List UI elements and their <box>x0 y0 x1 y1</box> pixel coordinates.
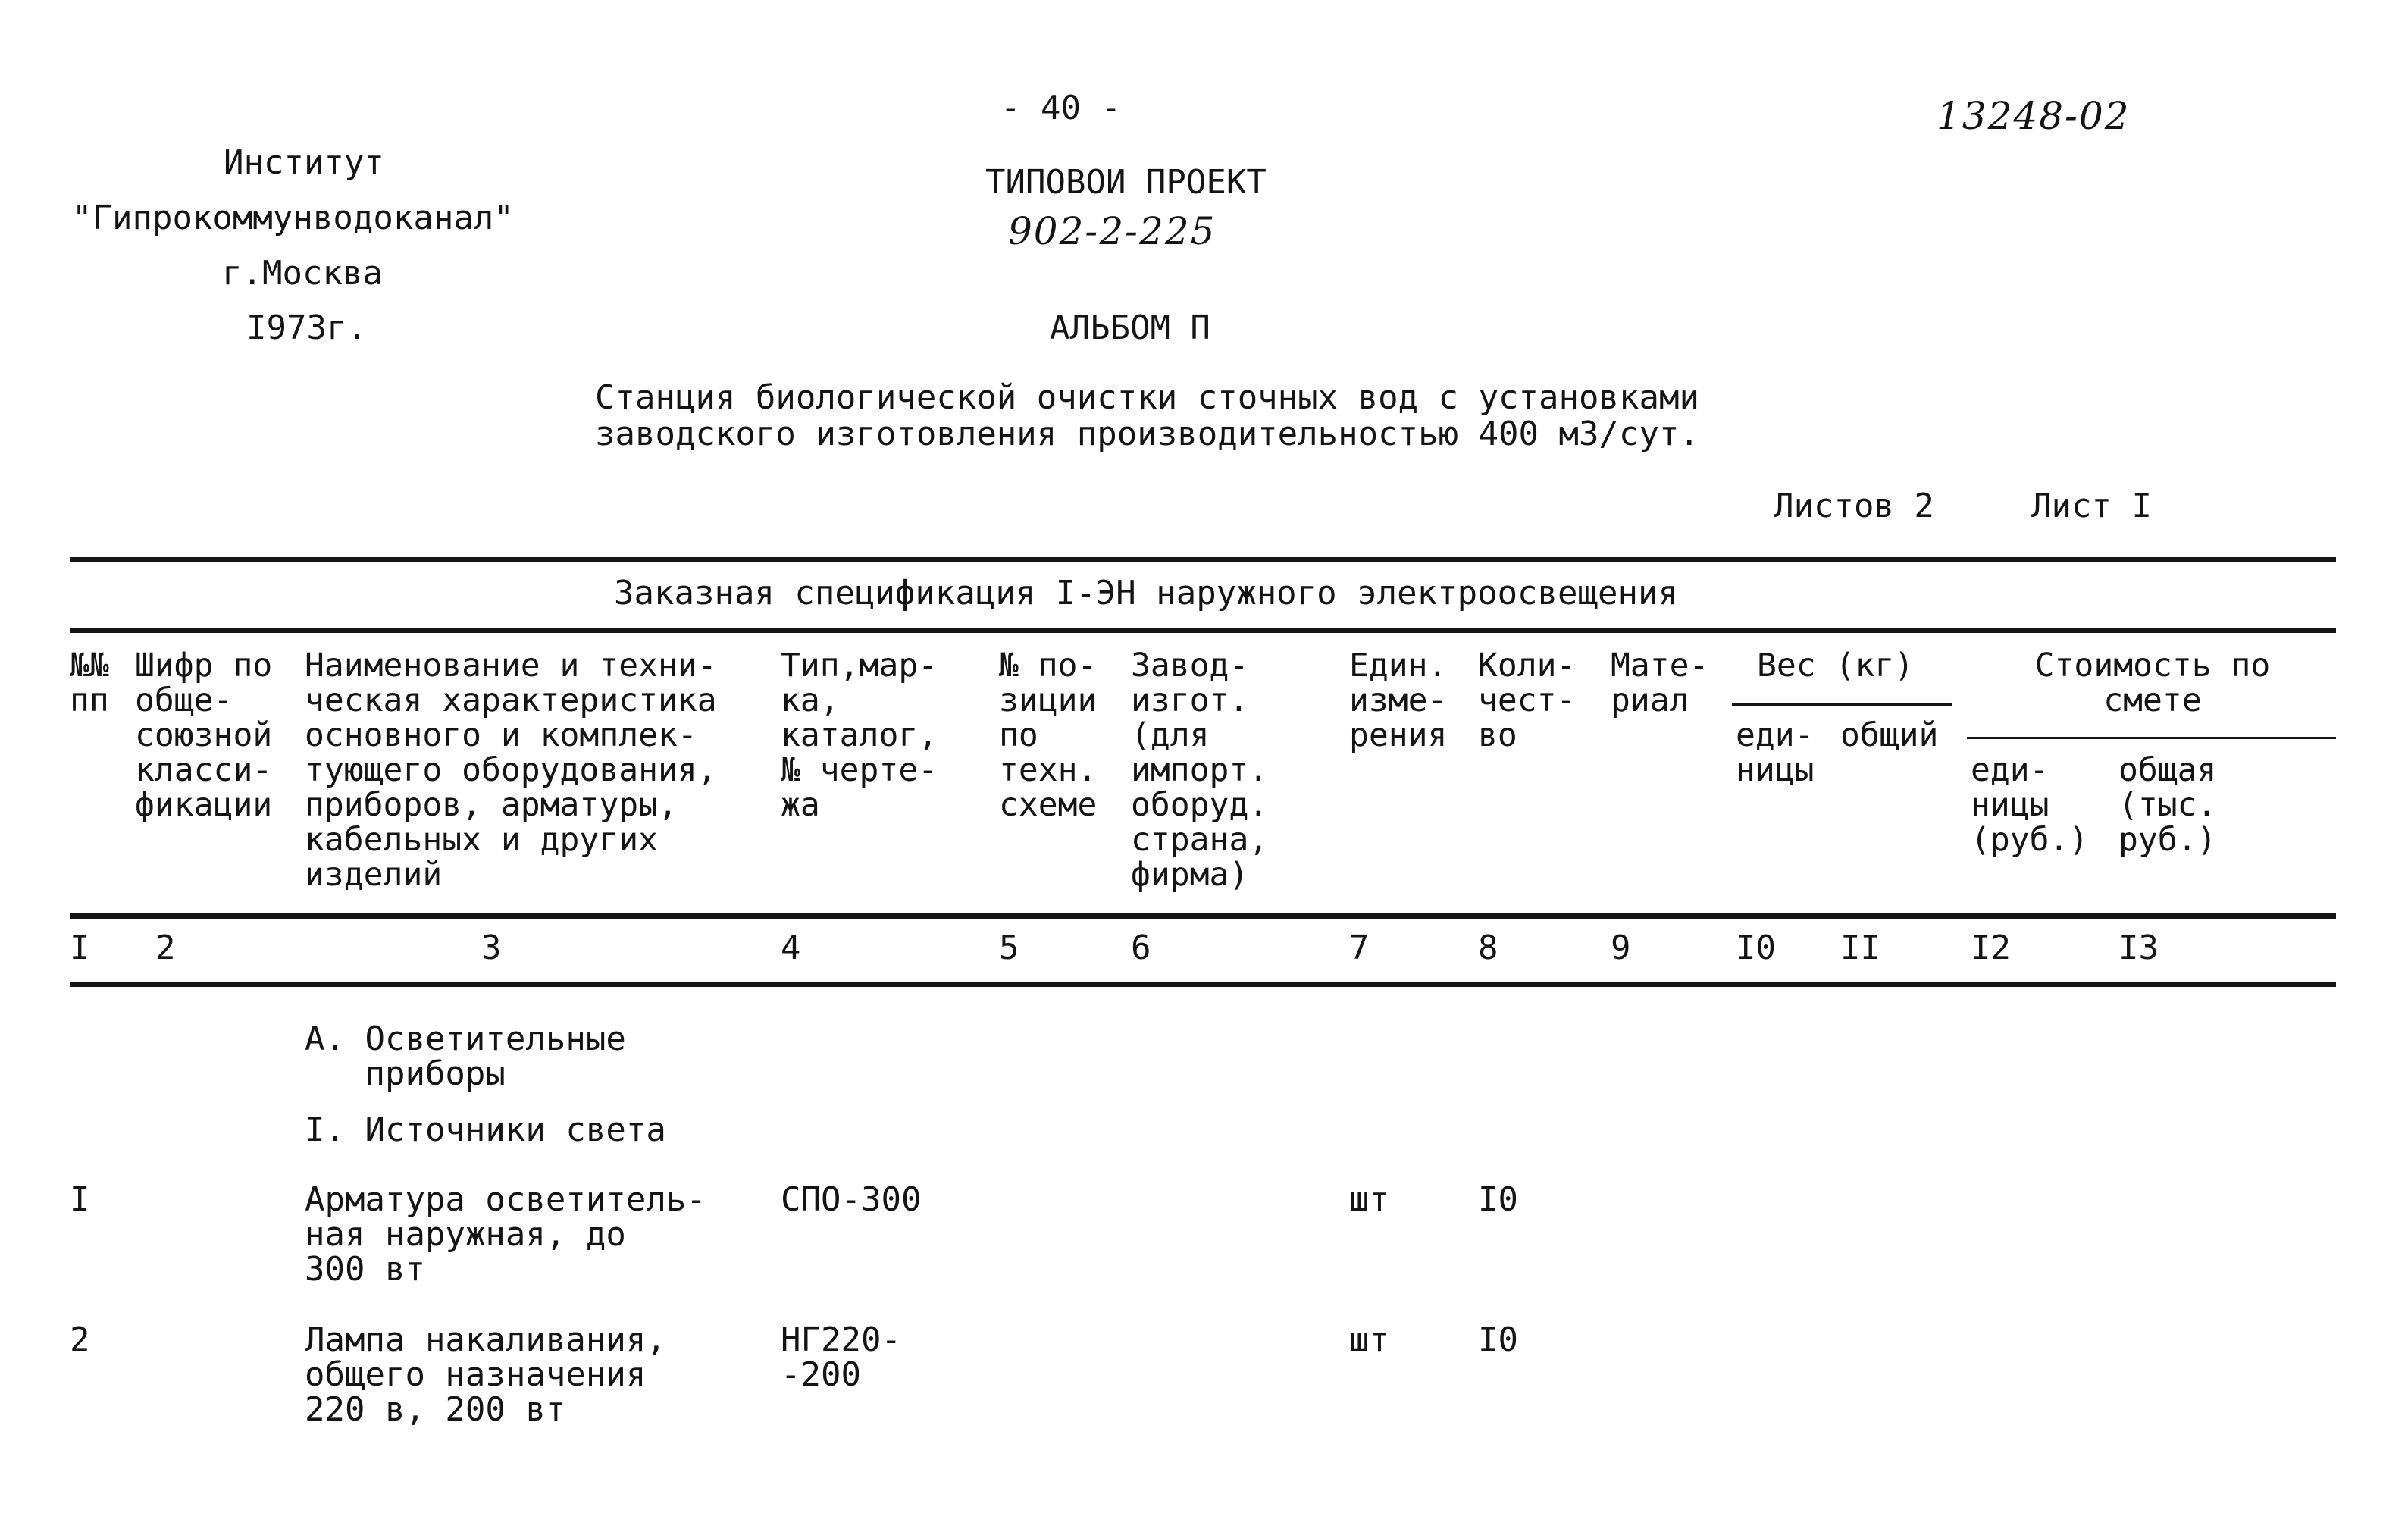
col-number: I <box>70 929 90 967</box>
numbers-bottom-rule <box>70 982 2336 987</box>
col-number: 7 <box>1349 929 1370 967</box>
row-unit: шт <box>1349 1180 1389 1219</box>
row-unit: шт <box>1349 1320 1389 1359</box>
col-number: 6 <box>1131 929 1151 967</box>
col-number: I2 <box>1971 929 2011 967</box>
document-code: 13248-02 <box>1937 94 2131 138</box>
subsection-heading: I. Источники света <box>305 1110 666 1149</box>
header-quantity: Коли- чест- во <box>1478 647 1577 754</box>
row-number: I <box>70 1180 90 1219</box>
header-bottom-rule <box>70 913 2336 919</box>
row-type: СПО-300 <box>781 1180 922 1219</box>
header-type: Тип,мар- ка, каталог, № черте- жа <box>781 647 938 824</box>
page-number: - 40 - <box>1000 89 1121 127</box>
row-name: Лампа накаливания, общего назначения 220 в, 200 вт <box>305 1320 666 1429</box>
col-number: I3 <box>2118 929 2159 967</box>
row-name: Арматура осветитель- ная наружная, до 300 вт <box>305 1180 706 1289</box>
header-weight: Вес (кг) <box>1757 647 1915 684</box>
header-row-number: №№ пп <box>70 647 109 719</box>
col-number: 3 <box>481 929 502 967</box>
institute-line-2: "Гипрокоммунводоканал" <box>72 199 514 237</box>
sheet-current: Лист I <box>2031 487 2152 525</box>
header-weight-total: общий <box>1840 716 1939 754</box>
col-number: II <box>1840 929 1880 967</box>
header-name: Наименование и техни- ческая характеристика основного и комплек- тующего оборудования, приборов, арматуры, кабельных и других изделий <box>305 647 717 894</box>
header-cost-total: общая (тыс. руб.) <box>2118 751 2217 859</box>
institute-line-4: I973г. <box>246 309 367 347</box>
col-number: 2 <box>155 929 176 967</box>
header-unit: Един. изме- рения <box>1349 647 1448 754</box>
project-number: 902-2-225 <box>1008 209 1217 253</box>
institute-line-3: г.Москва <box>222 254 383 293</box>
header-classification-code: Шифр по обще- союзной класси- фикации <box>135 647 273 824</box>
row-type: НГ220- -200 <box>781 1320 901 1394</box>
header-top-rule <box>70 628 2336 633</box>
col-number: 8 <box>1478 929 1498 967</box>
header-weight-unit: еди- ницы <box>1736 716 1815 789</box>
col-number: I0 <box>1736 929 1776 967</box>
table-title: Заказная спецификация I-ЭН наружного электроосвещения <box>614 574 1678 612</box>
section-heading: А. Осветительные приборы <box>305 1020 626 1093</box>
description-line-1: Станция биологической очистки сточных вод с установками <box>595 378 1699 417</box>
header-manufacturer: Завод- изгот. (для импорт. оборуд. страна, фирма) <box>1131 647 1269 894</box>
row-number: 2 <box>70 1320 90 1359</box>
sheets-total: Листов 2 <box>1774 487 1934 525</box>
album-label: АЛЬБОМ П <box>1050 309 1210 347</box>
institute-line-1: Институт <box>224 143 384 182</box>
header-cost-unit: еди- ницы (руб.) <box>1971 751 2089 859</box>
header-material: Мате- риал <box>1611 647 1709 719</box>
row-quantity: I0 <box>1478 1320 1518 1359</box>
header-position: № по- зиции по техн. схеме <box>999 647 1098 824</box>
row-quantity: I0 <box>1478 1180 1518 1219</box>
col-number: 9 <box>1611 929 1631 967</box>
cost-divider <box>1967 737 2336 739</box>
weight-divider <box>1732 703 1952 706</box>
col-number: 5 <box>999 929 1019 967</box>
header-cost: Стоимость по смете <box>2034 647 2271 719</box>
project-title: ТИПОВОИ ПРОЕКТ <box>985 163 1267 202</box>
description-line-2: заводского изготовления производительностью 400 м3/сут. <box>595 415 1699 453</box>
col-number: 4 <box>781 929 801 967</box>
table-top-rule <box>70 557 2336 562</box>
